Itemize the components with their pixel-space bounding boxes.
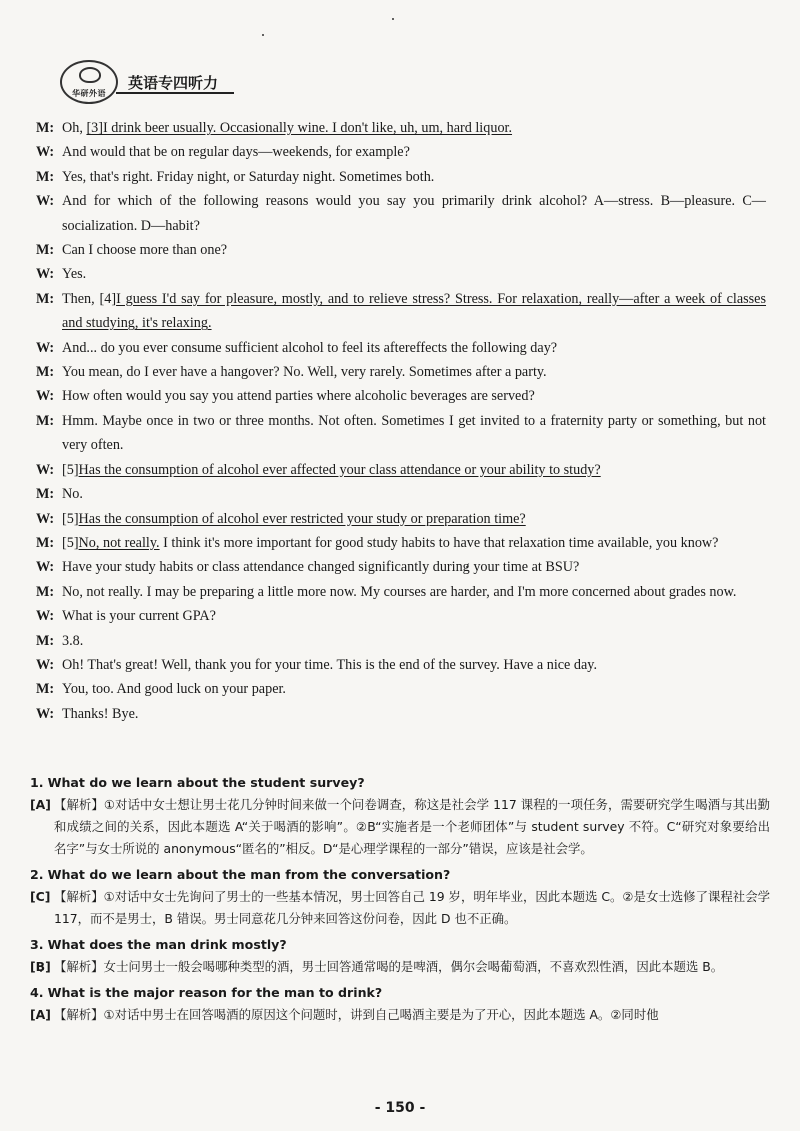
speck <box>392 18 394 20</box>
utterance <box>62 238 766 262</box>
utterance-text: Oh, <box>62 120 87 136</box>
dialogue-line <box>36 189 766 238</box>
utterance-text: What is your current GPA? <box>62 608 216 625</box>
utterance-text: Hmm. Maybe once in two or three months. Not often. Sometimes I get invited to a fraternity party or something, but not very often. <box>62 412 766 454</box>
utterance <box>62 507 766 531</box>
answer-explanation <box>30 886 770 930</box>
utterance <box>62 531 766 555</box>
question-number: 4. <box>30 985 44 1000</box>
dialogue-line <box>36 629 766 653</box>
dialogue-line <box>36 360 766 384</box>
speaker-label: M: <box>36 168 55 185</box>
answer-letter: [A] <box>30 797 51 812</box>
utterance <box>62 140 766 164</box>
question <box>30 772 770 794</box>
speaker-label: W: <box>36 461 55 478</box>
explanation-text: 【解析】女士问男士一般会喝哪种类型的酒，男士回答通常喝的是啤酒，偶尔会喝葡萄酒，不喜欢烈性酒，因此本题选 B。 <box>54 959 724 974</box>
utterance-text: [5] <box>62 461 79 478</box>
dialogue-line <box>36 580 766 604</box>
speaker-label: W: <box>36 705 55 722</box>
dialogue-line <box>36 507 766 531</box>
dialogue-line <box>36 336 766 360</box>
dialogue-line <box>36 287 766 336</box>
utterance-text: No. <box>62 486 83 503</box>
speaker-label: W: <box>36 193 55 210</box>
speaker-label: M: <box>36 412 55 429</box>
logo-text: 华研外语 <box>72 89 106 98</box>
page-number: - 150 - <box>374 1100 426 1116</box>
answer-letter: [B] <box>30 959 51 974</box>
question <box>30 934 770 956</box>
speaker-label: W: <box>36 656 55 673</box>
dialogue-line <box>36 409 766 458</box>
utterance <box>62 653 766 677</box>
page-header <box>60 60 218 104</box>
utterance <box>62 384 766 408</box>
utterance <box>62 580 766 604</box>
question-text: What does the man drink mostly? <box>47 937 287 952</box>
transcript <box>36 116 766 726</box>
dialogue-line <box>36 604 766 628</box>
dialogue-line <box>36 677 766 701</box>
utterance-text: And would that be on regular days—weekends, for example? <box>62 144 410 161</box>
utterance-text: Can I choose more than one? <box>62 242 228 259</box>
header-rule <box>116 92 234 94</box>
answer-letter: [A] <box>30 1007 51 1022</box>
utterance <box>62 360 766 384</box>
answer-explanation <box>30 794 770 860</box>
utterance-text: No, not really. I may be preparing a little more now. My courses are harder, and I'm more concerned about grades now. <box>62 583 737 600</box>
question-text: What do we learn about the man from the conversation? <box>47 867 451 882</box>
speaker-label: M: <box>36 632 55 649</box>
dialogue-line <box>36 482 766 506</box>
speaker-label: W: <box>36 144 55 161</box>
dialogue-line <box>36 531 766 555</box>
utterance-text: 3.8. <box>62 632 84 649</box>
utterance <box>62 336 766 360</box>
speaker-label: W: <box>36 510 55 527</box>
dialogue-line <box>36 238 766 262</box>
dialogue-line <box>36 116 766 140</box>
utterance-text: And for which of the following reasons would you say you primarily drink alcohol? A—stress. B—pleasure. C—socialization. D—habit? <box>62 193 766 234</box>
utterance <box>62 629 766 653</box>
utterance-text: [5] <box>62 534 79 551</box>
utterance-text: Oh! That's great! Well, thank you for your time. This is the end of the survey. Have a nice day. <box>62 656 598 673</box>
utterance <box>62 189 766 238</box>
utterance <box>62 482 766 506</box>
explanation-text: 【解析】①对话中女士想让男士花几分钟时间来做一个问卷调查，称这是社会学 117 课程的一项任务，需要研究学生喝酒与其出勤和成绩之间的关系，因此本题选 A“关于喝酒的影响”。②B“实施者是一个老师团体”与 student survey 不符。C“研究对象要给出名字”与女士所说的 anonymous“匿名的”相反。D“是心理学课程的一部分”错误，应该是社会学。 <box>54 797 770 856</box>
key-sentence: Has the consumption of alcohol ever restricted your study or preparation time? <box>78 510 526 527</box>
dialogue-line <box>36 702 766 726</box>
utterance-text: You, too. And good luck on your paper. <box>62 681 286 698</box>
logo-mascot-icon <box>79 67 101 83</box>
utterance-text: Thanks! Bye. <box>62 705 139 722</box>
speaker-label: W: <box>36 266 55 283</box>
utterance-text: Then, [4] <box>62 290 117 307</box>
utterance <box>62 287 766 336</box>
utterance-text: [5] <box>62 510 79 527</box>
publisher-logo <box>60 60 118 104</box>
utterance-text: I think it's more important for good study habits to have that relaxation time available, you know? <box>159 534 719 551</box>
question-number: 3. <box>30 937 44 952</box>
key-sentence: I guess I'd say for pleasure, mostly, and to relieve stress? Stress. For relaxation, really—after a week of classes and studying, it's relaxing. <box>62 290 767 332</box>
dialogue-line <box>36 653 766 677</box>
dialogue-line <box>36 458 766 482</box>
utterance <box>62 677 766 701</box>
question <box>30 864 770 886</box>
question-text: What do we learn about the student survey? <box>47 775 365 790</box>
utterance-text: Have your study habits or class attendance changed significantly during your time at BSU? <box>62 559 580 576</box>
speaker-label: M: <box>36 534 55 551</box>
speaker-label: M: <box>36 364 55 381</box>
dialogue-line <box>36 140 766 164</box>
utterance-text: Yes. <box>62 266 87 283</box>
question-number: 2. <box>30 867 44 882</box>
speaker-label: M: <box>36 486 55 503</box>
utterance <box>62 165 766 189</box>
speaker-label: M: <box>36 290 55 307</box>
dialogue-line <box>36 262 766 286</box>
speaker-label: M: <box>36 681 55 698</box>
speaker-label: M: <box>36 120 55 136</box>
explanation-text: 【解析】①对话中男士在回答喝酒的原因这个问题时，讲到自己喝酒主要是为了开心，因此本题选 A。②同时他 <box>54 1007 659 1022</box>
answer-key <box>30 768 770 1026</box>
question-number: 1. <box>30 775 44 790</box>
utterance <box>62 458 766 482</box>
utterance-text: Yes, that's right. Friday night, or Saturday night. Sometimes both. <box>62 168 435 185</box>
book-title: 英语专四听力 <box>128 73 219 92</box>
utterance-text: How often would you say you attend parties where alcoholic beverages are served? <box>62 388 535 405</box>
utterance-text: And... do you ever consume sufficient alcohol to feel its aftereffects the following day? <box>62 339 558 356</box>
utterance <box>62 555 766 579</box>
answer-letter: [C] <box>30 889 51 904</box>
utterance <box>62 116 766 140</box>
answer-explanation <box>30 1004 770 1026</box>
utterance <box>62 409 766 458</box>
speaker-label: W: <box>36 559 55 576</box>
speck <box>262 34 264 36</box>
explanation-text: 【解析】①对话中女士先询问了男士的一些基本情况，男士回答自己 19 岁，明年毕业，因此本题选 C。②是女士选修了课程社会学 117，而不是男士，B 错误。男士同意花几分钟来回答这份问卷，因此 D 也不正确。 <box>54 889 770 926</box>
key-sentence: No, not really. <box>78 534 160 551</box>
dialogue-line <box>36 165 766 189</box>
answer-explanation <box>30 956 770 978</box>
key-sentence: [3]I drink beer usually. Occasionally wine. I don't like, uh, um, hard liquor. <box>86 120 513 136</box>
utterance-text: You mean, do I ever have a hangover? No. Well, very rarely. Sometimes after a party. <box>62 364 547 381</box>
speaker-label: M: <box>36 583 55 600</box>
speaker-label: W: <box>36 608 55 625</box>
dialogue-line <box>36 384 766 408</box>
question-text: What is the major reason for the man to drink? <box>47 985 383 1000</box>
speaker-label: M: <box>36 242 55 259</box>
dialogue-line <box>36 555 766 579</box>
speaker-label: W: <box>36 339 55 356</box>
key-sentence: Has the consumption of alcohol ever affected your class attendance or your ability to study? <box>78 461 601 478</box>
utterance <box>62 702 766 726</box>
question <box>30 982 770 1004</box>
utterance <box>62 262 766 286</box>
speaker-label: W: <box>36 388 55 405</box>
utterance <box>62 604 766 628</box>
